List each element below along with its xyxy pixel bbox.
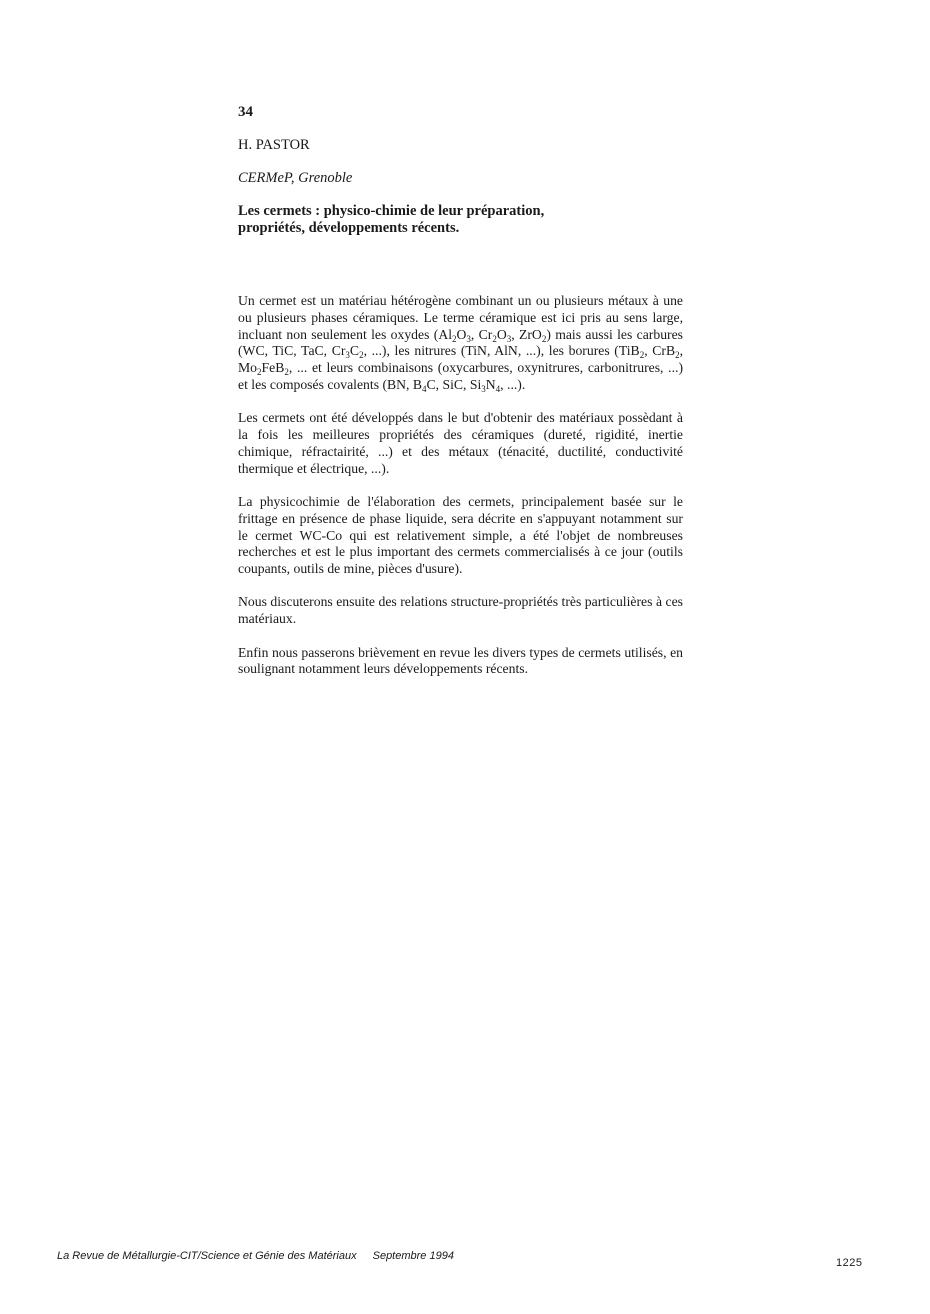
abstract-paragraph-2: Les cermets ont été développés dans le but d'obtenir des matériaux possèdant à la fois les meilleures propriétés des céramiques (dureté, rigidité, inertie chimique, réfractairité, ...) et des métaux (ténacité, ductilité, conductivité thermique et électrique, ...).: [238, 410, 683, 476]
journal-name: La Revue de Métallurgie-CIT/Science et Génie des Matériaux: [57, 1250, 357, 1262]
paper-title: [238, 203, 678, 237]
paper-title-line-1: Les cermets : physico-chimie de leur préparation,: [238, 203, 545, 219]
subscript: 2: [359, 350, 364, 361]
abstract-body: [238, 293, 683, 695]
page-footer: [57, 1250, 454, 1262]
paper-title-line-2: propriétés, développements récents.: [238, 220, 460, 236]
text-run: O: [496, 326, 507, 342]
text-run: FeB: [261, 360, 285, 376]
text-run: , ZrO: [511, 326, 542, 342]
subscript: 3: [345, 350, 350, 361]
text-run: N: [485, 376, 496, 392]
abstract-paragraph-3: La physicochimie de l'élaboration des cermets, principalement basée sur le frittage en présence de phase liquide, sera décrite en s'appuyant notamment sur le cermet WC-Co qui est relativement simple, a été l'objet de nombreuses recherches et est le plus important des cermets commercialisés à ce jour (outils coupants, outils de mine, pièces d'usure).: [238, 493, 683, 577]
issue-date: Septembre 1994: [372, 1250, 454, 1262]
subscript: 2: [541, 333, 547, 344]
abstract-paragraph-1: [238, 293, 683, 394]
text-run: C, SiC, Si: [426, 376, 482, 392]
abstract-paragraph-4: Nous discuterons ensuite des relations structure-propriétés très particulières à ces matériaux.: [238, 594, 683, 627]
text-run: C: [349, 343, 360, 359]
subscript: 3: [466, 333, 471, 344]
subscript: 2: [492, 333, 497, 344]
text-run: , ...).: [500, 376, 526, 392]
subscript: 4: [495, 383, 501, 394]
text-run: O: [456, 326, 467, 342]
subscript: 2: [452, 333, 457, 344]
text-run: , Mo: [238, 343, 683, 376]
author-affiliation: CERMeP, Grenoble: [238, 170, 353, 186]
text-run: , ... et leurs combinaisons (oxycarbures, oxynitrures, carbonitrures, ...) et les composés covalents (BN, B: [238, 360, 683, 392]
page-number: 1225: [836, 1257, 863, 1269]
subscript: 3: [481, 383, 486, 394]
text-run: , CrB: [644, 343, 676, 359]
text-run: , Cr: [470, 326, 493, 342]
abstract-number: 34: [238, 104, 253, 120]
subscript: 2: [639, 350, 645, 361]
text-run: ) mais aussi les carbures (WC, TiC, TaC, Cr: [238, 326, 683, 359]
text-run: , ...), les nitrures (TiN, AlN, ...), les borures (TiB: [363, 343, 640, 359]
text-run: Un cermet est un matériau hétérogène combinant un ou plusieurs métaux à une ou plusieurs phases céramiques. Le terme céramique est ici pris au sens large, incluant non seulement les oxydes (Al: [238, 293, 683, 342]
subscript: 2: [284, 367, 289, 378]
author-name: H. PASTOR: [238, 137, 310, 153]
subscript: 2: [257, 367, 262, 378]
subscript: 2: [675, 350, 680, 361]
subscript: 4: [422, 383, 427, 394]
subscript: 3: [506, 333, 512, 344]
abstract-paragraph-5: Enfin nous passerons brièvement en revue les divers types de cermets utilisés, en soulignant notamment leurs développements récents.: [238, 644, 683, 677]
